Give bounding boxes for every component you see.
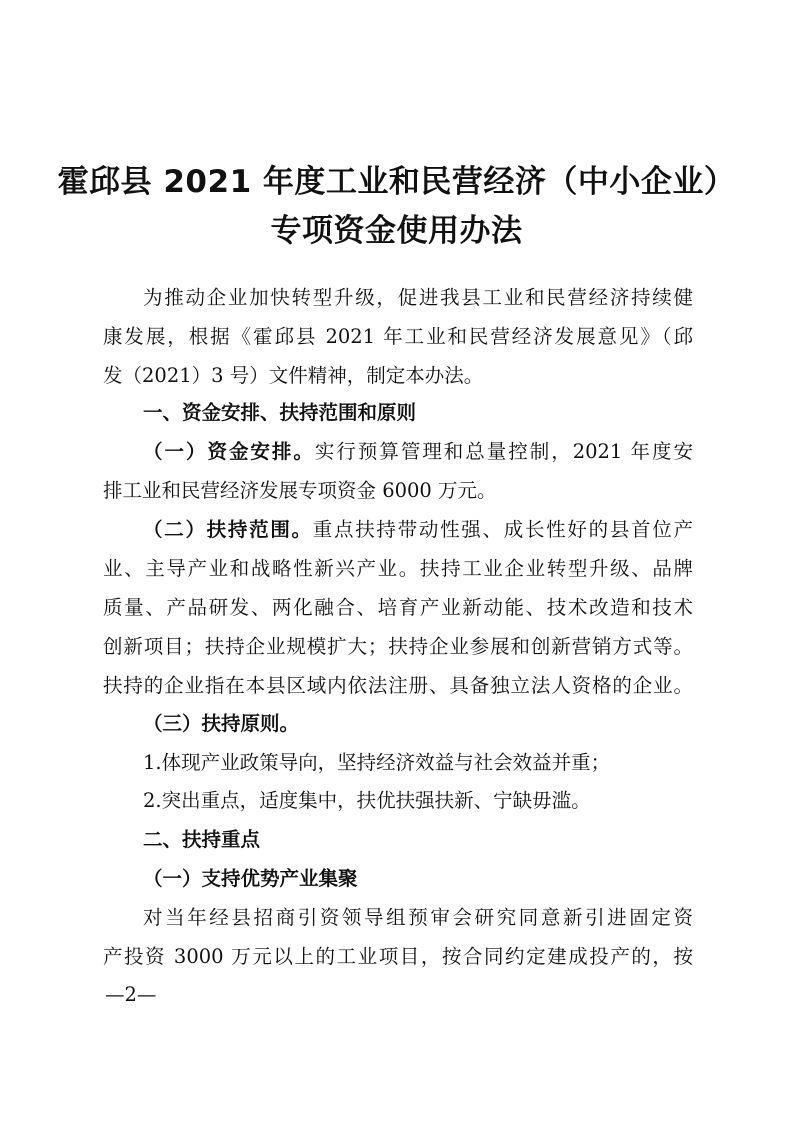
section-1-item-3-label: （三）扶持原则。 [143,712,300,735]
section-1-item-2-line-3: 质量、产品研发、两化融合、培育产业新动能、技术改造和技术 [103,596,693,619]
section-2-item-1-label: （一）支持优势产业集聚 [143,867,358,890]
item-text: 实行预算管理和总量控制，2021 年度安 [314,440,693,463]
section-1-item-2-line-2: 业、主导产业和战略性新兴产业。扶持工业企业转型升级、品牌 [103,557,693,580]
section-1-item-1-line-1 [143,437,693,467]
intro-line-3: 发（2021）3 号）文件精神，制定本办法。 [103,364,484,387]
page-number: —2— [105,983,157,1006]
section-2-item-1-line-1: 对当年经县招商引资领导组预审会研究同意新引进固定资 [143,906,693,929]
item-text: 重点扶持带动性强、成长性好的县首位产 [312,518,693,541]
document-title-line-1: 霍邱县 2021 年度工业和民营经济（中小企业） [57,164,736,200]
section-1-item-1-line-2: 排工业和民营经济发展专项资金 6000 万元。 [103,479,497,502]
section-1-item-2-line-1 [143,515,693,545]
intro-line-1: 为推动企业加快转型升级，促进我县工业和民营经济持续健 [143,286,693,309]
section-1-item-3-point-1: 1.体现产业政策导向，坚持经济效益与社会效益并重； [143,751,611,774]
item-label: （一）资金安排。 [143,440,315,463]
section-2-item-1-line-2: 产投资 3000 万元以上的工业项目，按合同约定建成投产的，按 [103,945,693,968]
section-1-heading: 一、资金安排、扶持范围和原则 [143,401,417,424]
document-title-line-2: 专项资金使用办法 [270,213,523,249]
section-1-item-2-line-4: 创新项目；扶持企业规模扩大；扶持企业参展和创新营销方式等。 [103,635,693,658]
section-1-item-2-line-5: 扶持的企业指在本县区域内依法注册、具备独立法人资格的企业。 [103,674,693,697]
item-label: （二）扶持范围。 [143,518,313,541]
intro-line-2: 康发展，根据《霍邱县 2021 年工业和民营经济发展意见》（邱 [103,325,693,348]
section-1-item-3-point-2: 2.突出重点，适度集中，扶优扶强扶新、宁缺毋滥。 [143,789,591,812]
section-2-heading: 二、扶持重点 [143,828,261,851]
